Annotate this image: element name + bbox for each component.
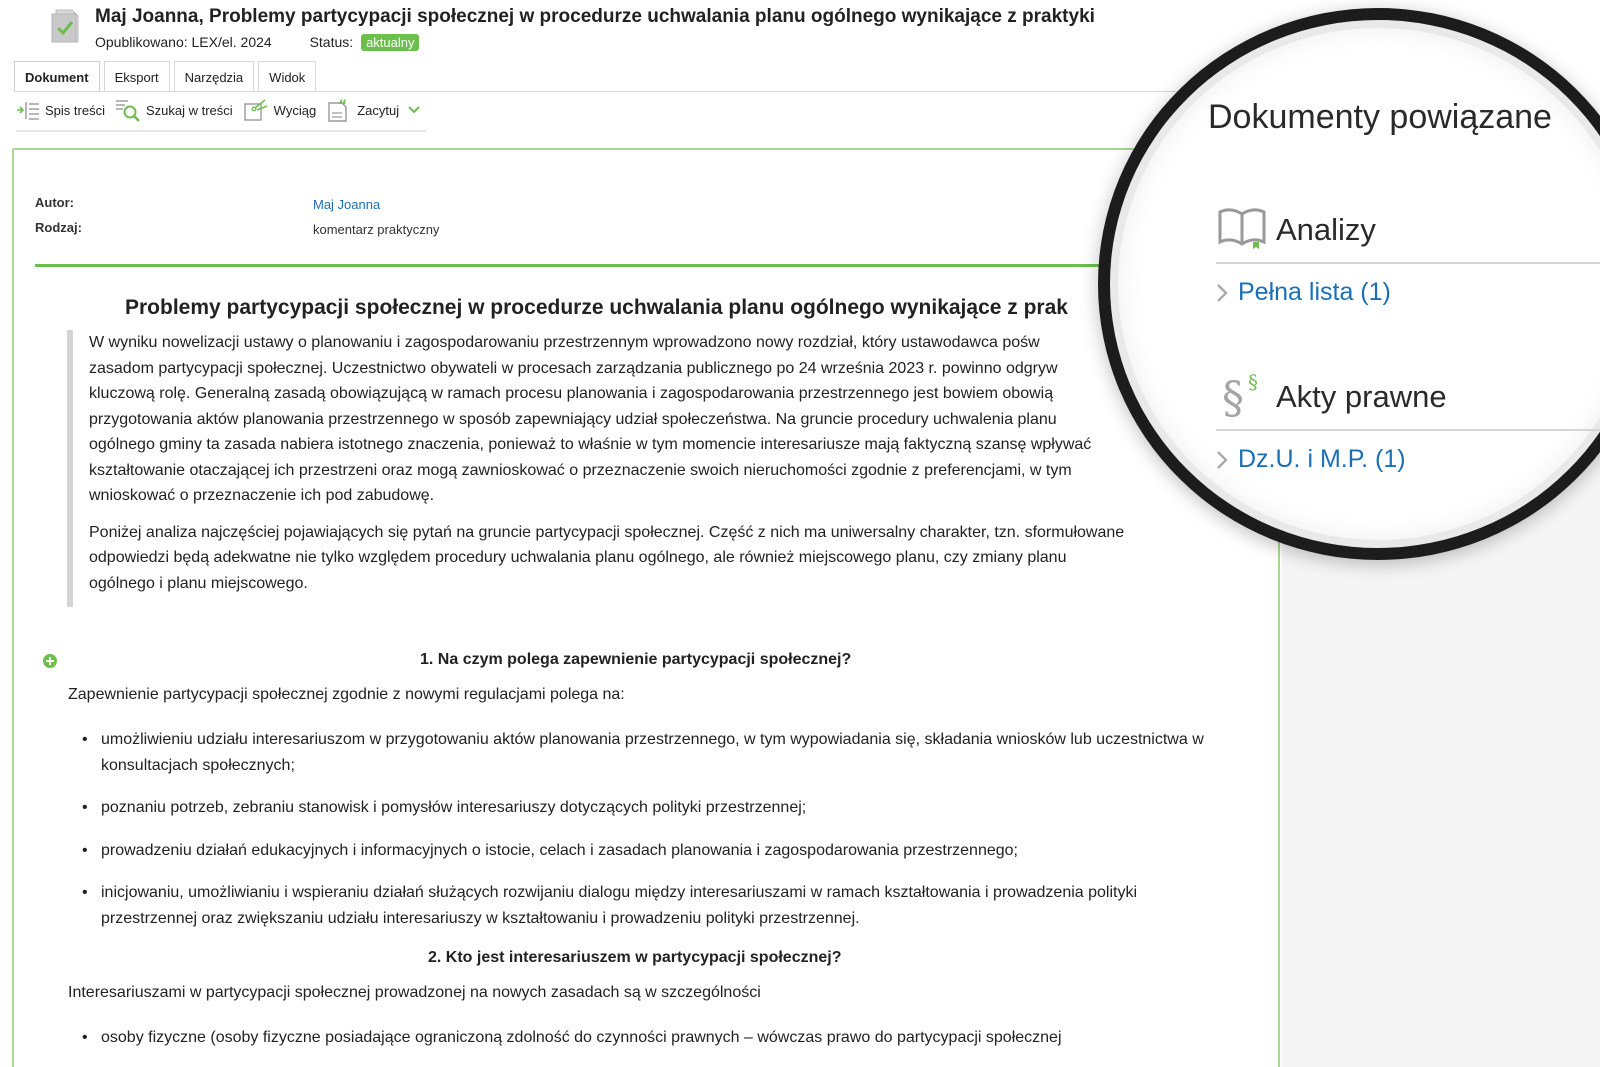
extract-label: Wyciąg [273, 102, 317, 118]
section-1-list [82, 727, 1222, 948]
list-item: • poznaniu potrzeb, zebraniu stanowisk i pomysłów interesariuszy dotyczących polityki przestrzennej; [82, 795, 1222, 821]
tab-bar [14, 61, 320, 91]
section-1-intro: Zapewnienie partycypacji społecznej zgodnie z nowymi regulacjami polega na: [68, 686, 625, 703]
list-item: • umożliwieniu udziału interesariuszom w przygotowaniu aktów planowania przestrzennego, w tym wypowiadania się, składania wniosków lub uczestnictwa w konsultacjach społecznych; [82, 727, 1222, 778]
paragraph-icon [1216, 369, 1268, 426]
published-label: Opublikowano: LEX/el. 2024 [95, 34, 272, 50]
svg-text:§: § [1248, 369, 1258, 394]
metadata-divider [35, 264, 1135, 267]
author-link[interactable]: Maj Joanna [313, 197, 381, 212]
journal-of-laws-label: Dz.U. i M.P. (1) [1238, 445, 1406, 473]
abstract-line: kluczową rolę. Generalną zasadą obowiązującą w ramach procesu planowania i zagospodarowania przestrzennego jest bowiem obowią [89, 385, 1054, 402]
abstract-line: kształtowanie otaczającej ich przestrzeni oraz mogą zawnioskować o przeznaczenie swoich nieruchomości zgodnie z preferencjami, w tym [89, 461, 1072, 479]
section-2-list [82, 1025, 1162, 1067]
magnifier-lens [1098, 8, 1600, 560]
search-in-text-button[interactable] [115, 97, 233, 123]
publication-meta [95, 34, 419, 51]
type-key: Rodzaj: [35, 220, 82, 235]
abstract-block [67, 330, 1227, 607]
abstract-line: ogólnego i planu miejscowego. [89, 574, 308, 592]
status-badge: aktualny [361, 34, 419, 51]
tab-dokument[interactable]: Dokument [14, 61, 100, 92]
abstract-line: odpowiedzi będą adekwatne nie tylko względem procedury uchwalania planu ogólnego, ale również miejscowego planu, czy zmiany planu [89, 549, 1067, 566]
abstract-paragraph-2 [89, 520, 1227, 597]
quote-icon [326, 98, 352, 122]
toolbar [16, 96, 436, 124]
chevron-down-icon [407, 105, 421, 115]
section-1-heading: 1. Na czym polega zapewnienie partycypacji społecznej? [420, 651, 852, 668]
document-check-icon [50, 8, 82, 44]
section-2-heading: 2. Kto jest interesariuszem w partycypacji społecznej? [428, 949, 842, 966]
related-documents-title: Dokumenty powiązane [1208, 98, 1552, 136]
tab-eksport[interactable]: Eksport [104, 61, 170, 91]
extract-button[interactable] [243, 98, 317, 122]
section-divider [1216, 262, 1600, 264]
chevron-right-icon [1216, 283, 1228, 303]
list-item: • osoby fizyczne (osoby fizyczne posiadające ograniczoną zdolność do czynności prawnych – wówczas prawo do partycypacji społecznej [82, 1025, 1162, 1051]
section-2-intro: Interesariuszami w partycypacji społecznej prowadzonej na nowych zasadach są w szczególności [68, 984, 761, 1001]
toc-label: Spis treści [45, 102, 105, 118]
abstract-line: ogólnego gminy ta zasada nabiera istotnego znaczenia, ponieważ to właśnie w tym momencie interesariusze mają faktyczną szansę wpływać [89, 436, 1092, 453]
abstract-line: przygotowania aktów planowania przestrzennego w sposób zapewniający udział społeczeństwa. Na gruncie procedury uchwalenia planu [89, 410, 1057, 428]
related-documents-panel [1110, 20, 1600, 560]
tab-narzedzia[interactable]: Narzędzia [174, 61, 255, 91]
journal-of-laws-link[interactable] [1216, 445, 1600, 474]
analyses-label: Analizy [1276, 212, 1376, 247]
legal-acts-section [1216, 367, 1600, 474]
type-value: komentarz praktyczny [313, 222, 440, 237]
expand-section-icon[interactable] [42, 653, 58, 669]
author-key: Autor: [35, 195, 74, 210]
cite-label: Zacytuj [357, 102, 400, 118]
abstract-line: W wyniku nowelizacji ustawy o planowaniu i zagospodarowaniu przestrzennym wprowadzono nowy rozdział, który ustawodawca pośw [89, 334, 1040, 351]
list-item: • inicjowaniu, umożliwianiu i wspieraniu działań służących rozwijaniu dialogu między interesariuszami w ramach kształtowania i prowadzenia polityki przestrzennej oraz zwiększaniu udziału interesariuszy w kształtowaniu i prowadzeniu polityki przestrzennej. [82, 880, 1222, 931]
list-item: • prowadzeniu działań edukacyjnych i informacyjnych o istocie, celach i zasadach planowania i zagospodarowania przestrzennego; [82, 838, 1222, 864]
status-label: Status: [309, 34, 354, 50]
document-heading: Problemy partycypacji społecznej w procedurze uchwalania planu ogólnego wynikające z prak [125, 296, 1068, 319]
abstract-line: zasadom partycypacji społecznej. Uczestnictwo obywateli w procesach zarządzania publicznego po 24 września 2023 r. powinno odgryw [89, 359, 1058, 377]
scissors-icon [243, 98, 269, 122]
book-icon [1216, 206, 1268, 255]
toc-icon [16, 99, 40, 121]
abstract-line: wnioskować o przeznaczenie ich pod zabudowę. [89, 487, 435, 504]
analyses-section [1216, 200, 1600, 307]
toc-button[interactable] [16, 99, 105, 121]
search-label: Szukaj w treści [145, 102, 233, 118]
section-divider [1216, 429, 1600, 431]
search-icon [115, 97, 141, 123]
full-list-link[interactable] [1216, 278, 1600, 307]
cite-button[interactable] [326, 98, 426, 122]
chevron-right-icon [1216, 450, 1228, 470]
svg-text:§: § [1222, 372, 1244, 421]
abstract-line: Poniżej analiza najczęściej pojawiających się pytań na gruncie partycypacji społecznej. Część z nich ma uniwersalny charakter, tzn. sformułowane [89, 523, 1125, 541]
tab-widok[interactable]: Widok [258, 61, 316, 91]
svg-text:“: “ [338, 98, 348, 114]
legal-acts-label: Akty prawne [1276, 379, 1447, 414]
tabs-divider [14, 91, 1184, 92]
abstract-paragraph-1 [89, 330, 1227, 509]
full-list-label: Pełna lista (1) [1238, 278, 1391, 306]
document-title: Maj Joanna, Problemy partycypacji społecznej w procedurze uchwalania planu ogólnego wynikające z praktyki [95, 6, 1095, 27]
toolbar-divider [16, 130, 426, 132]
